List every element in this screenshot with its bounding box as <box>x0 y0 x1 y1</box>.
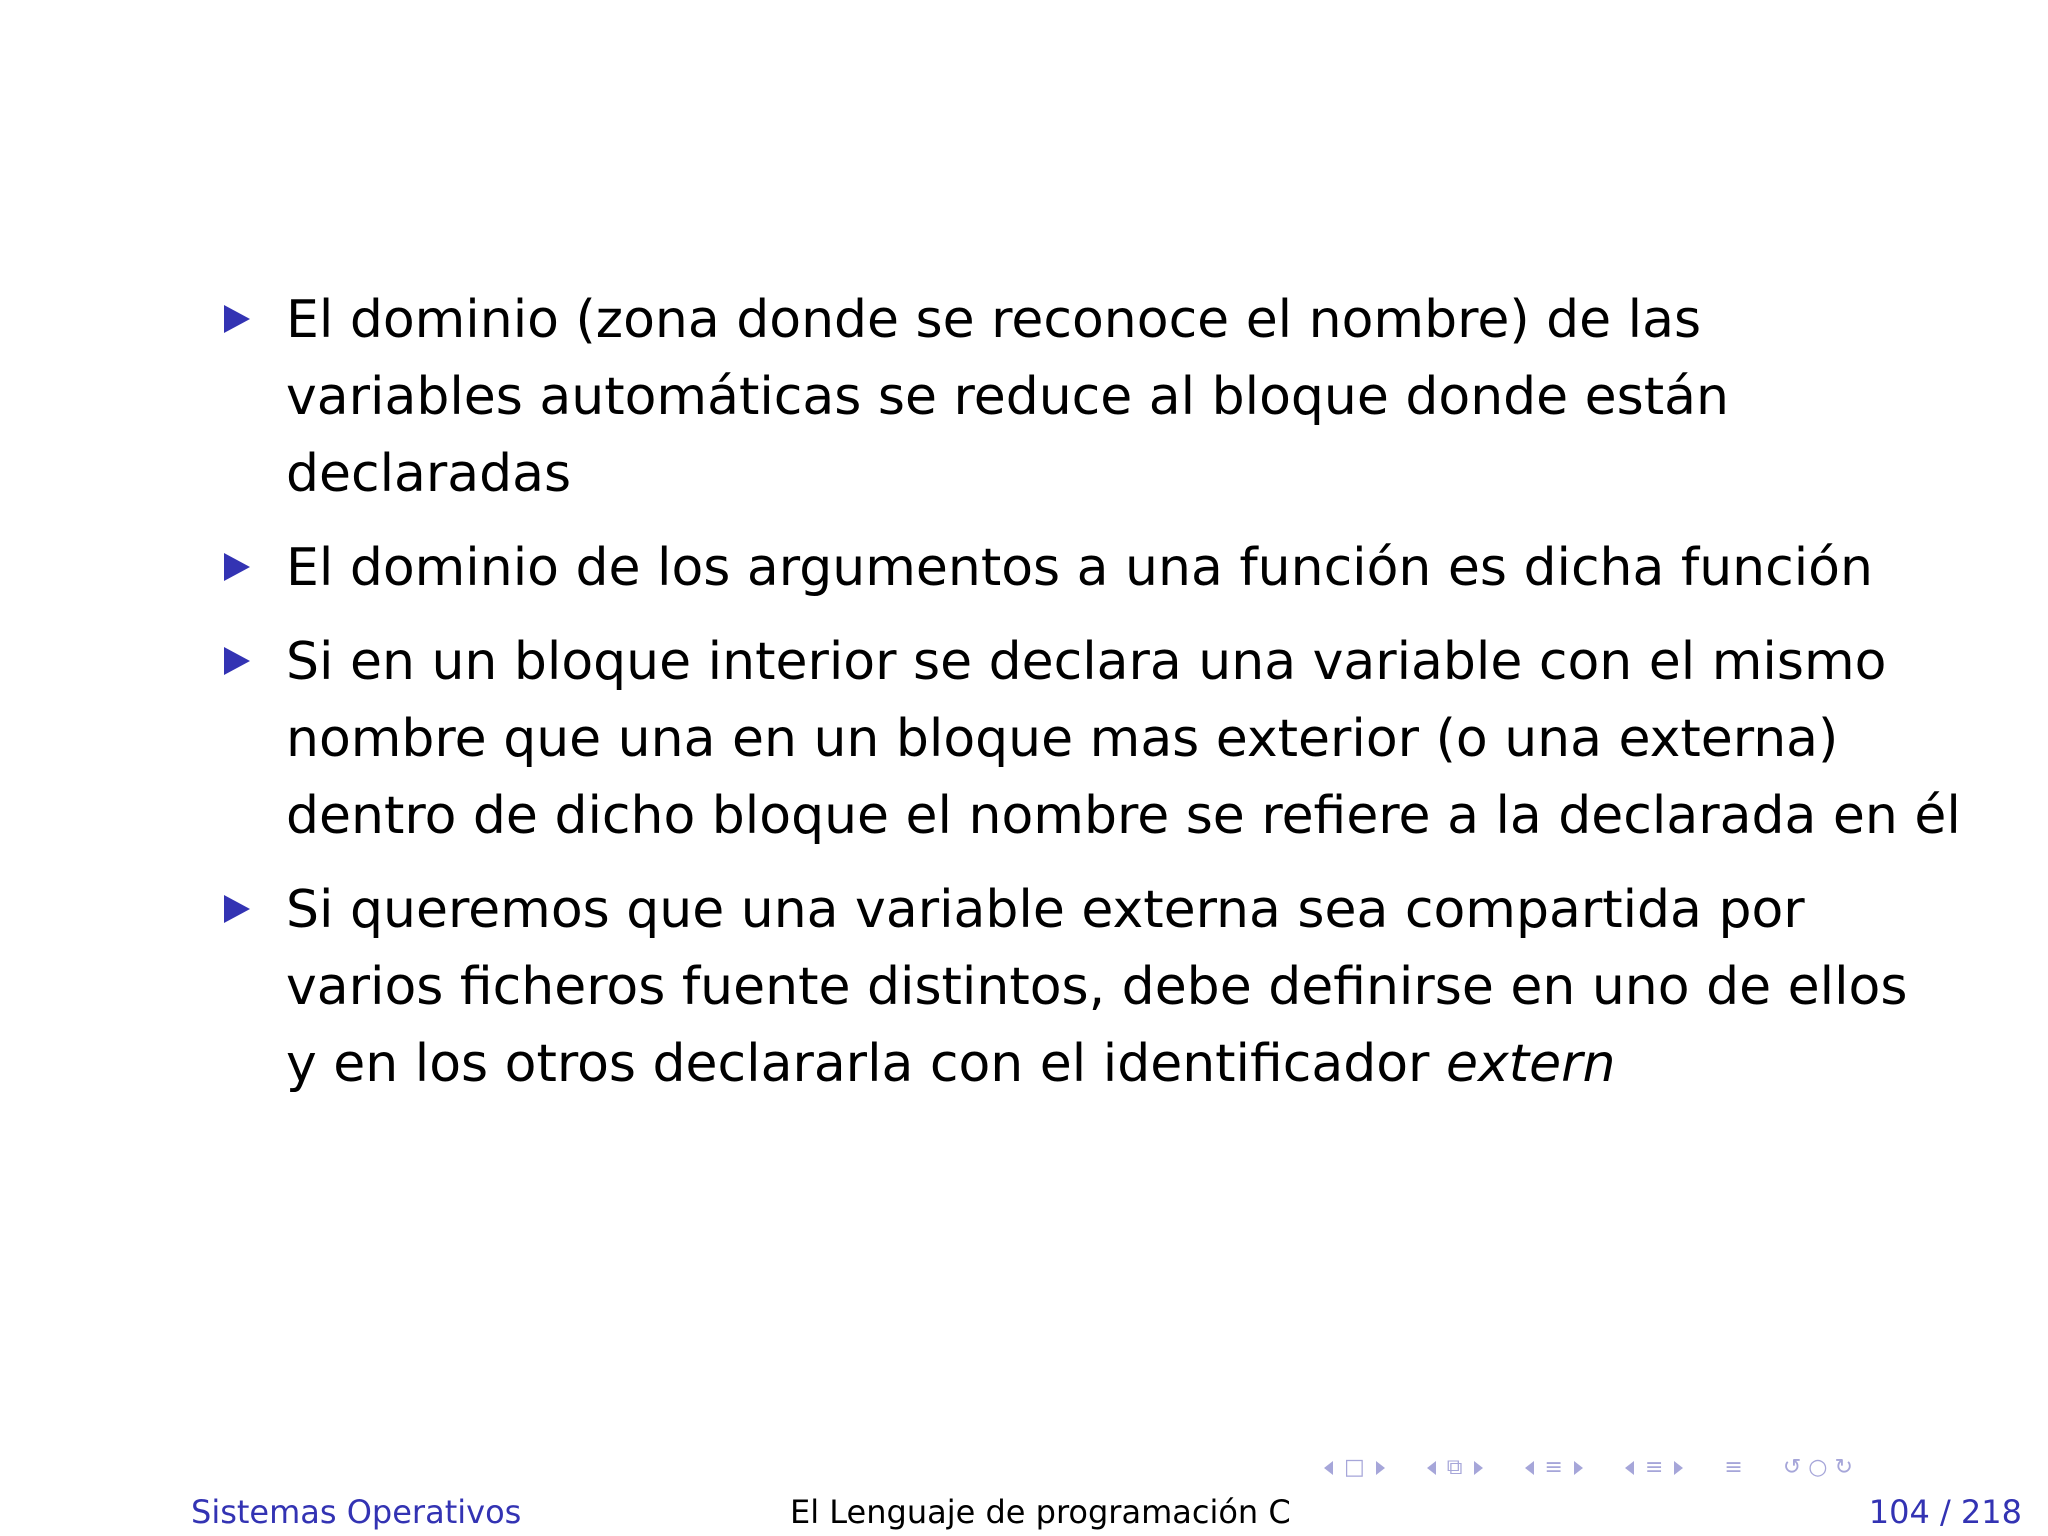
bullet-line-last <box>286 1026 1920 1103</box>
footer-page-number: 104 / 218 <box>1868 1493 2022 1531</box>
search-back-forward-icon[interactable]: ↺ ○ ↻ <box>1782 1455 1853 1480</box>
bullet-line: El dominio (zona donde se reconoce el nombre) de las <box>286 290 1702 350</box>
bullet-line: declaradas <box>286 444 572 504</box>
triangle-bullet-icon <box>224 553 250 581</box>
frame-icon[interactable]: □ <box>1344 1455 1365 1480</box>
section-icon[interactable]: ≡ <box>1544 1455 1563 1480</box>
triangle-bullet-icon <box>224 647 250 675</box>
bullet-item <box>220 872 1920 1103</box>
bullet-item <box>220 624 1961 855</box>
bullet-line: variables automáticas se reduce al bloque donde están <box>286 367 1729 427</box>
nav-right-arrow-icon[interactable] <box>1674 1461 1683 1475</box>
section-icon[interactable]: ≡ <box>1644 1455 1664 1480</box>
bullet-line: Si en un bloque interior se declara una variable con el mismo <box>286 632 1887 692</box>
nav-left-arrow-icon[interactable] <box>1525 1461 1534 1475</box>
bullet-item <box>220 282 1920 513</box>
footer-presentation-title: El Lenguaje de programación C <box>790 1493 1291 1531</box>
nav-frame-group[interactable] <box>1318 1457 1391 1479</box>
bullet-list <box>220 282 1961 1120</box>
nav-section-group[interactable] <box>1519 1457 1589 1479</box>
subsection-icon[interactable]: ⧉ <box>1446 1455 1463 1480</box>
footer-course-title: Sistemas Operativos <box>191 1493 522 1531</box>
nav-right-arrow-icon[interactable] <box>1474 1461 1483 1475</box>
extern-keyword: extern <box>1445 1034 1616 1094</box>
nav-left-arrow-icon[interactable] <box>1625 1461 1634 1475</box>
nav-outline-group[interactable] <box>1719 1457 1747 1479</box>
beamer-navigation-bar <box>1318 1448 2038 1488</box>
nav-section-group-2[interactable] <box>1619 1457 1689 1479</box>
bullet-line: Si queremos que una variable externa sea compartida por <box>286 880 1805 940</box>
nav-right-arrow-icon[interactable] <box>1376 1461 1385 1475</box>
bullet-line: El dominio de los argumentos a una función es dicha función <box>286 538 1873 598</box>
nav-search-group[interactable] <box>1778 1457 1858 1479</box>
bullet-line: dentro de dicho bloque el nombre se refiere a la declarada en él <box>286 786 1961 846</box>
bullet-item <box>220 530 1920 607</box>
bullet-line: nombre que una en un bloque mas exterior (o una externa) <box>286 709 1839 769</box>
bullet-line: varios ficheros fuente distintos, debe definirse en uno de ellos <box>286 957 1908 1017</box>
footer <box>0 1492 2048 1532</box>
nav-right-arrow-icon[interactable] <box>1574 1461 1583 1475</box>
nav-left-arrow-icon[interactable] <box>1427 1461 1436 1475</box>
nav-subsection-group[interactable] <box>1421 1457 1489 1479</box>
triangle-bullet-icon <box>224 305 250 333</box>
nav-left-arrow-icon[interactable] <box>1324 1461 1333 1475</box>
bullet-line-prefix: y en los otros declararla con el identificador <box>286 1034 1446 1094</box>
triangle-bullet-icon <box>224 895 250 923</box>
outline-icon[interactable]: ≡ <box>1724 1455 1743 1480</box>
